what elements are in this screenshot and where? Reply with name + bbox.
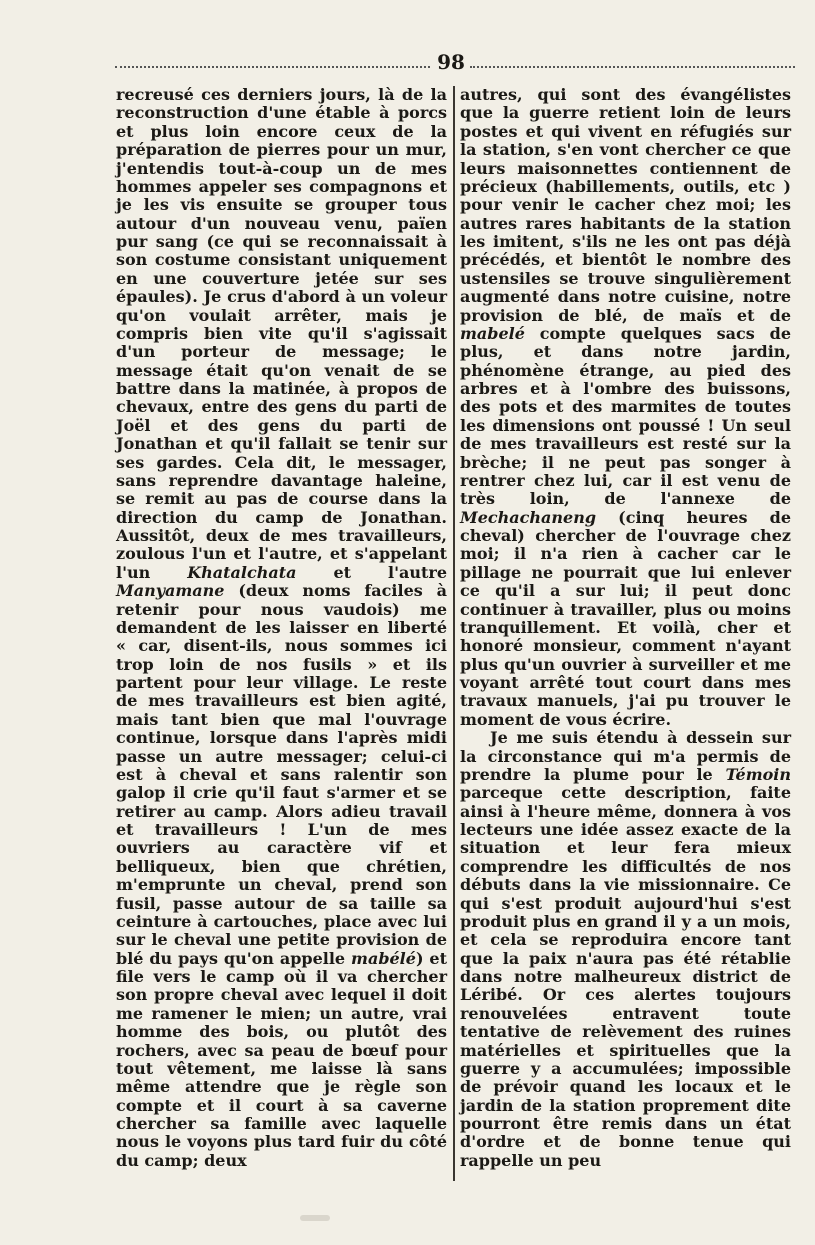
page-header (115, 48, 795, 82)
text-run: parceque cette description, faite ainsi à l'heure même, donnera à vos lecteurs une idée assez exacte de la situation et leur fera mieux comprendre les difficultés de nos débuts dans la vie missionnaire. Ce qui s'est produit aujourd'hui s'est produit plus en grand il y a un mois, et cela se reproduira encore tant que la paix n'aura pas été rétablie dans notre malheureux district de Léribé. Or ces alertes toujours renouvelées entravent toute tentative de relèvement des ruines matérielles et spirituelles que la guerre y a accumulées; impossible de prévoir quand les locaux et le jardin de la station proprement dite pourront être remis dans un état d'ordre et de bonne tenue qui rappelle un peu (460, 783, 791, 1170)
text-run: autres, qui sont des évangélistes que la guerre retient loin de leurs postes et qui vivent en réfugiés sur la station, s'en vont chercher ce que leurs maisonnettes contiennent de précieux (habillements, outils, etc ) pour venir le cacher chez moi; les autres rares habitants de la station les imitent, s'ils ne les ont pas déjà précédés, et bientôt le nombre des ustensiles se trouve singulièrement augmenté dans notre cuisine, notre provision de blé, de maïs et de (460, 85, 791, 325)
italic-term: mabélé (351, 948, 416, 968)
text-run: recreusé ces derniers jours, là de la reconstruction d'une étable à porcs et plus loin encore ceux de la préparation de pierres pour un mur, j'entendis tout-à-coup un de mes hommes appeler ses compagnons et je les vis ensuite se grouper tous autour d'un nouveau venu, païen pur sang (ce qui se reconnaissait à son costume consistant uniquement en une couverture jetée sur ses épaules). Je crus d'abord à un voleur qu'on voulait arrêter, mais je compris bien vite qu'il s'agissait d'un porteur de message; le message était qu'on venait de se battre dans la matinée, à propos de chevaux, entre des gens du parti de Joël et des gens du parti de Jonathan et qu'il fallait se tenir sur ses gardes. Cela dit, le messager, sans reprendre davantage haleine, se remit au pas de course dans la direction du camp de Jonathan. Aussitôt, deux de mes travailleurs, zoulous l'un et l'autre, et s'appelant l'un (116, 85, 447, 582)
italic-term: mabelé (460, 323, 525, 343)
text-run: ) et file vers le camp où il va chercher son propre cheval avec lequel il doit me ramener le mien; un autre, vrai homme des bois, ou plutôt des rochers, avec sa peau de bœuf pour tout vêtement, me laisse là sans même attendre que je règle son compte et il court à sa caverne chercher sa famille avec laquelle nous le voyons plus tard fuir du côté du camp; deux (116, 948, 447, 1170)
column-divider (453, 86, 455, 1181)
right-paragraph-1 (460, 86, 791, 729)
text-run: et l'autre (296, 562, 448, 582)
proper-name: Manyamane (116, 581, 225, 601)
text-run: (cinq heures de cheval) chercher de l'ouvrage chez moi; il n'a rien à cacher car le pillage ne pourrait que lui enlever ce qu'il a sur lui; il peut donc continuer à travailler, plus ou moins tranquillement. Et voilà, cher et honoré monsieur, comment n'ayant plus qu'un ouvrier à surveiller et me voyant arrêté tout court dans mes travaux manuels, j'ai pu trouver le moment de vous écrire. (460, 507, 791, 729)
right-paragraph-2 (460, 729, 791, 1170)
text-run: (deux noms faciles à retenir pour nous vaudois) me demandent de les laisser en liberté « car, disent-ils, nous sommes ici trop loin de nos fusils » et ils partent pour leur village. Le reste de mes travailleurs est bien agité, mais tant bien que mal l'ouvrage continue, lorsque dans l'après midi passe un autre messager; celui-ci est à cheval et sans ralentir son galop il crie qu'il faut s'armer et se retirer au camp. Alors adieu travail et travailleurs ! L'un de mes ouvriers au caractère vif et belliqueux, bien que chrétien, m'emprunte un cheval, prend son fusil, passe autour de sa taille sa ceinture à cartouches, place avec lui sur le cheval une petite provision de blé du pays qu'on appelle (116, 581, 447, 968)
publication-title: Témoin (725, 764, 791, 784)
proper-name: Khatalchata (187, 562, 297, 582)
text-run: compte quelques sacs de plus, et dans notre jardin, phénomène étrange, au pied des arbres et à l'ombre des buissons, des pots et des marmites de toutes les dimensions ont poussé ! Un seul de mes travailleurs est resté sur la brèche; il ne peut pas songer à rentrer chez lui, car il est venu de très loin, de l'annexe de (460, 323, 791, 509)
header-rule-right (470, 66, 795, 68)
proper-name: Mechachaneng (460, 507, 597, 527)
left-paragraph (116, 86, 447, 1170)
left-column (116, 86, 447, 1170)
paper-smudge (300, 1215, 330, 1221)
header-rule-left (115, 66, 430, 68)
right-column (460, 86, 791, 1170)
page-number: 98 (437, 50, 465, 74)
text-run: Je me suis étendu à dessein sur la circonstance qui m'a permis de prendre la plume pour le (460, 728, 791, 784)
